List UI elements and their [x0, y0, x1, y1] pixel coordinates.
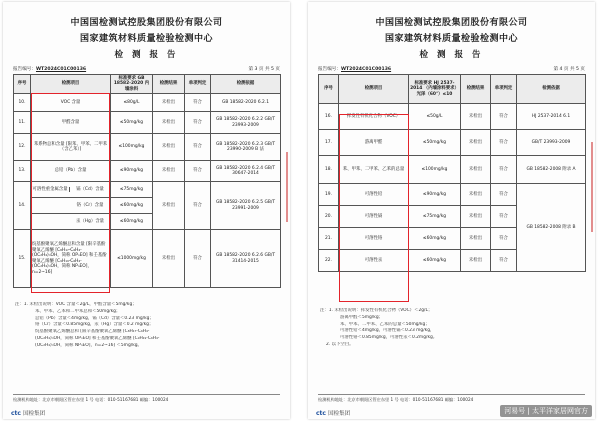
row-basis: GB 18582-2008 附录 A	[517, 156, 586, 184]
row-basis: GB 18582-2020 6.2.2 GB/T 23993-2009	[211, 112, 281, 134]
row-no: 18.	[319, 156, 339, 184]
test-table	[318, 74, 586, 272]
note-line: 烷基酚聚氧乙烯醚总和 [限辛基酚聚氧乙烯醚 [C₈H₁₇-C₆H₄-	[35, 329, 150, 335]
test-table	[13, 74, 281, 288]
row-basis: GB 18582-2020 6.2.3 GB/T 23990-2009 B 法	[211, 134, 281, 161]
row-result: 未检出	[153, 94, 185, 112]
row-item: VOC 含量	[31, 94, 111, 112]
row-result: 未检出	[461, 156, 491, 184]
note-line: (OC₂H₄)ₙOH，简称 NPₙEO]，n=2~16] ＜5mg/kg。	[35, 342, 142, 348]
seal-edge	[286, 152, 288, 222]
row-req: ≤1000mg/kg	[111, 230, 153, 288]
row-judge: 符合	[491, 228, 517, 250]
row-result: 未检出	[461, 184, 491, 206]
row-judge: 符合	[491, 184, 517, 206]
row-result: 未检出	[461, 130, 491, 156]
table-row	[14, 94, 281, 112]
report-no-label: 报告编号：	[13, 67, 36, 72]
note-line: 苯、甲苯、二甲苯、乙苯的总量＜50mg/kg；	[340, 321, 430, 327]
page-number: 第 4 页 共 5 页	[553, 67, 585, 72]
row-result: 未检出	[461, 228, 491, 250]
row-result: 未检出	[153, 230, 185, 288]
row-req: ≤50mg/kg	[111, 112, 153, 134]
row-basis: GB 18582-2020 6.2.1	[211, 94, 281, 112]
note-line: 可溶性铅＜4mg/kg，可溶性镉＜0.23 mg/kg，	[340, 328, 435, 334]
row-item	[31, 182, 111, 198]
row-req: ≤50g/L	[409, 104, 461, 130]
table-row	[14, 112, 281, 134]
row-judge: 符合	[185, 134, 211, 161]
row-judge: 符合	[491, 250, 517, 272]
row-no: 14.	[14, 182, 31, 230]
ctc-logo: ctc 国检集团	[11, 410, 46, 417]
ctc-logo: ctc 国检集团	[316, 410, 351, 417]
row-basis: GB 18582-2008 附录 B	[517, 184, 586, 272]
row-no: 12.	[14, 134, 31, 161]
row-req: ≤60mg/kg	[409, 228, 461, 250]
row-req: ≤100mg/kg	[409, 156, 461, 184]
col-header: 检测结果	[153, 75, 185, 94]
row-no: 19.	[319, 184, 339, 206]
col-header: 单项判定	[185, 75, 211, 94]
row-result: 未检出	[153, 161, 185, 182]
row-judge: 符合	[491, 130, 517, 156]
row-judge: 符合	[491, 104, 517, 130]
row-judge: 符合	[185, 182, 211, 230]
note-line: 注：1. 未检出说明：挥发性有机化合物（VOC）＜2g/L；	[320, 308, 433, 313]
table-row	[319, 184, 586, 206]
table-row	[14, 161, 281, 182]
row-basis: GB 18582-2020 6.2.6 GB/T 31414-2015	[211, 230, 281, 288]
row-req: ≤80g/L	[111, 94, 153, 112]
company-name: 中国国检测试控股集团股份有限公司	[375, 18, 528, 28]
row-req: ≤60mg/kg	[409, 250, 461, 272]
row-no: 22.	[319, 250, 339, 272]
row-basis: GB 18582-2020 6.2.5 GB/T 23991-2009	[211, 182, 281, 230]
col-header: 标准要求 GB 18582-2020 内墙涂料	[111, 75, 153, 94]
col-header: 检测依据	[211, 75, 281, 94]
row-req: ≤90mg/kg	[409, 184, 461, 206]
row-req: ≤60mg/kg	[111, 198, 153, 214]
note-line: (OC₂H₄)ₙOH，简称 OPₙEO] 和壬基酚聚氧乙烯醚 [C₉H₁₉-C₆H₄-	[35, 336, 160, 342]
row-req: ≤75mg/kg	[111, 182, 153, 198]
row-result: 未检出	[461, 250, 491, 272]
row-no: 21.	[319, 228, 339, 250]
report-no: WT2024C01C00136	[35, 67, 87, 72]
row-judge: 符合	[185, 161, 211, 182]
table-header-row	[319, 75, 586, 104]
row-item-group: 可溶性重金属含量	[31, 187, 70, 193]
row-item: 可溶性铅	[339, 184, 409, 206]
row-req: ≤60mg/kg	[111, 214, 153, 230]
row-item: 总铅（Pb）含量	[31, 161, 111, 182]
row-item: 挥发性有机化合物（VOC）	[339, 104, 409, 130]
row-no: 15.	[14, 230, 31, 288]
row-no: 16.	[319, 104, 339, 130]
row-no: 17.	[319, 130, 339, 156]
row-req: ≤100mg/kg	[111, 134, 153, 161]
row-judge: 符合	[491, 156, 517, 184]
row-no: 20.	[319, 206, 339, 228]
source-watermark: 河易号 | 太平洋家居网官方	[500, 405, 592, 417]
row-result: 未检出	[153, 182, 185, 230]
row-result: 未检出	[461, 206, 491, 228]
table-row	[319, 104, 586, 130]
company-name: 中国国检测试控股集团股份有限公司	[70, 18, 223, 28]
table-row	[14, 230, 281, 288]
report-header	[3, 15, 290, 60]
row-judge: 符合	[491, 206, 517, 228]
report-header	[308, 15, 595, 60]
table-row	[14, 182, 281, 198]
page-number: 第 3 页 共 5 页	[248, 67, 280, 72]
report-title: 检 测 报 告	[114, 50, 179, 60]
col-header: 检测项目	[339, 75, 409, 104]
col-header: 单项判定	[491, 75, 517, 104]
row-item: 苯系物总和含量 [限苯、甲苯、二甲苯（含乙苯）]	[31, 134, 111, 161]
row-no: 10.	[14, 94, 31, 112]
row-no: 13.	[14, 161, 31, 182]
row-req: ≤50mg/kg	[409, 130, 461, 156]
report-page-3	[3, 2, 290, 419]
report-no-label: 报告编号：	[318, 67, 341, 72]
table-row	[14, 134, 281, 161]
col-header: 标准要求 HJ 2537-2014 （内墙涂料要求）光泽（60°）≤10	[409, 75, 461, 104]
row-judge: 符合	[185, 230, 211, 288]
row-basis: GB 18582-2020 6.2.4 GB/T 30647-2014	[211, 161, 281, 182]
row-req: ≤75mg/kg	[409, 206, 461, 228]
report-page-4	[308, 2, 595, 419]
row-judge: 符合	[185, 112, 211, 134]
page-footer: 检测机构地址：北京市朝阳区管庄东里 1 号 电话：010-51167681 邮编：100024	[13, 394, 280, 403]
col-header: 序号	[319, 75, 339, 104]
note-line: 注：1. 未检出说明：VOC 含量＜2g/L，甲醛含量＜5mg/kg；	[15, 302, 137, 307]
row-item: 苯、甲苯、二甲苯、乙苯的总量	[339, 156, 409, 184]
row-subitem: 汞（Hg）含量	[31, 214, 111, 230]
row-subitem: 镉（Cd）含量	[76, 186, 104, 192]
seal-edge	[591, 142, 593, 232]
note-line: 总铅（Pb）含量＜4mg/kg，镉（Cd）含量＜0.23 mg/kg；	[35, 315, 154, 321]
note-line: 苯、甲苯、乙苯和二甲苯总和＜50mg/kg；	[35, 308, 121, 314]
note-line: 游离甲醛＜5mg/kg；	[340, 314, 384, 320]
table-row	[319, 156, 586, 184]
center-name: 国家建筑材料质量检验检测中心	[384, 34, 518, 44]
report-title: 检 测 报 告	[419, 50, 484, 60]
row-judge: 符合	[185, 94, 211, 112]
row-item: 甲醛含量	[31, 112, 111, 134]
col-header: 检测项目	[31, 75, 111, 94]
table-row	[319, 130, 586, 156]
row-basis: HJ 2537-2014 6.1	[517, 104, 586, 130]
row-result: 未检出	[153, 134, 185, 161]
row-item: 可溶性铬	[339, 228, 409, 250]
row-item: 可溶性镉	[339, 206, 409, 228]
row-req: ≤90mg/kg	[111, 161, 153, 182]
row-result: 未检出	[153, 112, 185, 134]
note-line: 可溶性铬＜0.85mg/kg，可溶性汞＜0.2mg/kg。	[340, 335, 438, 341]
note-line: 铬（Cr）含量＜0.85mg/kg，汞（Hg）含量＜0.2 mg/kg；	[35, 322, 154, 328]
notes	[15, 302, 280, 350]
notes	[320, 308, 585, 349]
row-item: 烷基酚聚氧乙烯醚总和含量 [限辛基酚聚氧乙烯醚 [C₈H₁₇-C₆H₄-(OC₂H₄)ₙOH，简称 OPₙEO] 和壬基酚聚氧乙烯醚 [C₉H₁₉-C₆H₄-(OC₂H₄)ₙOH，简称 NPₙEO]，n=2~16]	[31, 230, 111, 288]
center-name: 国家建筑材料质量检验检测中心	[79, 34, 213, 44]
row-item: 游离甲醛	[339, 130, 409, 156]
page-footer: 检测机构地址：北京市朝阳区管庄东里 1 号 电话：010-51167681 邮编：100024	[318, 394, 585, 403]
table-header-row	[14, 75, 281, 94]
col-header: 序号	[14, 75, 31, 94]
row-no: 11.	[14, 112, 31, 134]
row-item: 可溶性汞	[339, 250, 409, 272]
row-basis: GB/T 23993-2009	[517, 130, 586, 156]
row-result: 未检出	[461, 104, 491, 130]
col-header: 检测结果	[461, 75, 491, 104]
row-subitem: 铬（Cr）含量	[31, 198, 111, 214]
report-no: WT2024C01C00136	[340, 67, 392, 72]
note-line: 2. 以下空白。	[326, 342, 354, 348]
col-header: 检测依据	[517, 75, 586, 104]
